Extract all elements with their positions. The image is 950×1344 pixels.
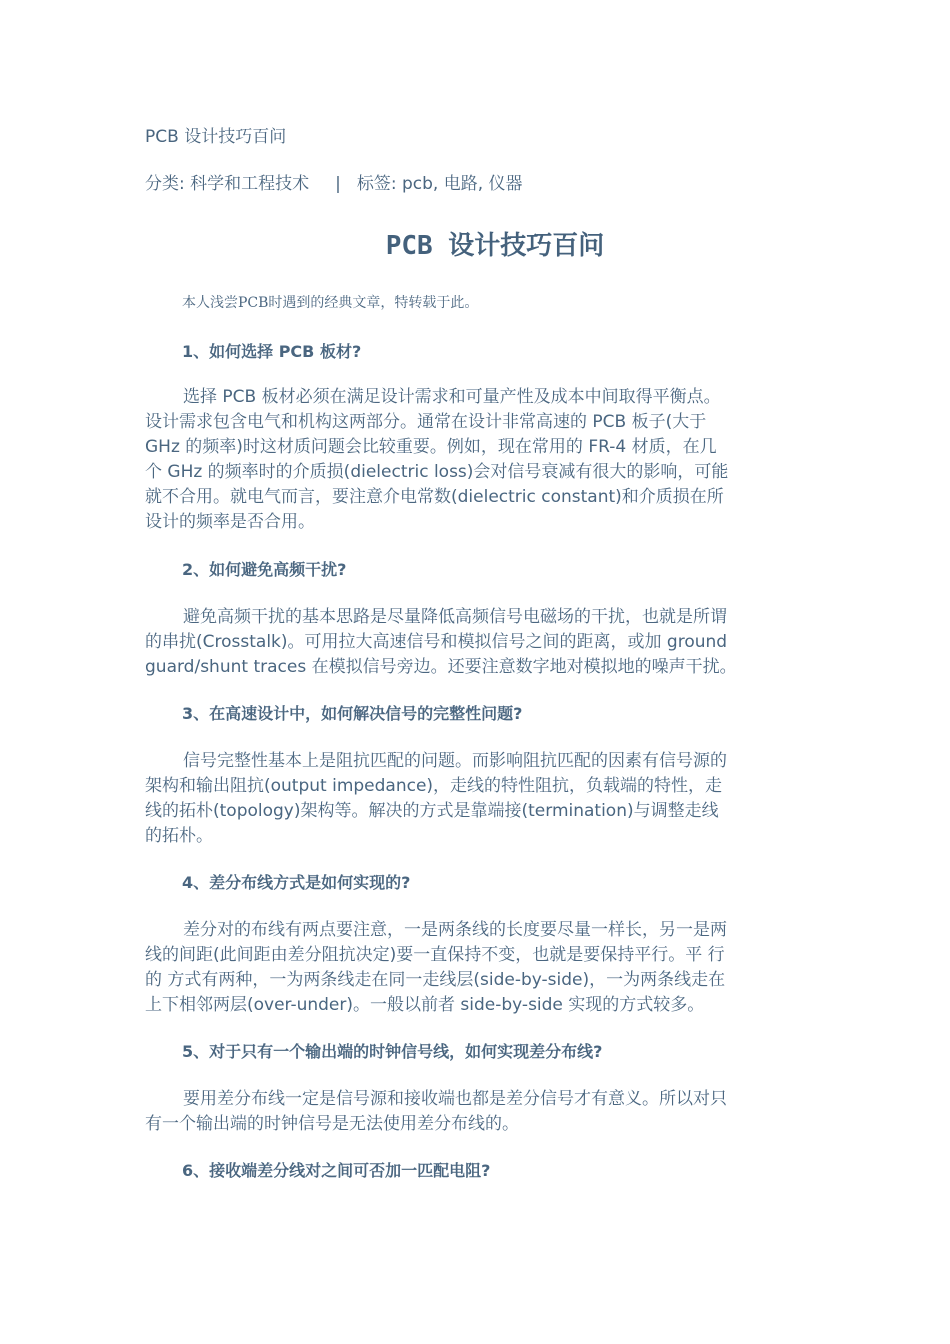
answer-line: guard/shunt traces 在模拟信号旁边。还要注意数字地对模拟地的噪声干扰。 [145, 657, 737, 677]
answer-line: 要用差分布线一定是信号源和接收端也都是差分信号才有意义。所以对只 [183, 1089, 727, 1109]
question-heading-6: 6、接收端差分线对之间可否加一匹配电阻? [182, 1161, 491, 1180]
intro-paragraph: 本人浅尝PCB时遇到的经典文章，特转载于此。 [182, 295, 479, 311]
answer-line: 架构和输出阻抗(output impedance)，走线的特性阻抗，负载端的特性，走 [145, 776, 723, 796]
answer-line: 的拓朴。 [145, 826, 213, 846]
answer-line: 上下相邻两层(over-under)。一般以前者 side-by-side 实现的方式较多。 [145, 995, 705, 1015]
answer-paragraph-2 [145, 605, 805, 680]
document-header-title: PCB 设计技巧百问 [145, 127, 287, 147]
category-label: 分类: 科学和工程技术 [145, 174, 310, 194]
answer-line: 个 GHz 的频率时的介质损(dielectric loss)会对信号衰减有很大的影响，可能 [145, 462, 729, 482]
answer-line: 差分对的布线有两点要注意，一是两条线的长度要尽量一样长，另一是两 [183, 920, 727, 940]
question-heading-4: 4、差分布线方式是如何实现的? [182, 873, 411, 892]
answer-line: 设计的频率是否合用。 [145, 512, 315, 532]
answer-line: 的 方式有两种，一为两条线走在同一走线层(side-by-side)，一为两条线走在 [145, 970, 726, 990]
answer-line: 线的间距(此间距由差分阻抗决定)要一直保持不变，也就是要保持平行。平 行 [145, 945, 725, 965]
answer-line: 选择 PCB 板材必须在满足设计需求和可量产性及成本中间取得平衡点。 [183, 387, 721, 407]
answer-line: 避免高频干扰的基本思路是尽量降低高频信号电磁场的干扰，也就是所谓 [183, 607, 727, 627]
answer-line: 的串扰(Crosstalk)。可用拉大高速信号和模拟信号之间的距离，或加 ground [145, 632, 728, 652]
answer-paragraph-4 [145, 918, 805, 1018]
meta-separator: | [335, 174, 341, 194]
answer-line: 线的拓朴(topology)架构等。解决的方式是靠端接(termination)与调整走线 [145, 801, 719, 821]
answer-line: 就不合用。就电气而言，要注意介电常数(dielectric constant)和介质损在所 [145, 487, 724, 507]
answer-line: 有一个输出端的时钟信号是无法使用差分布线的。 [145, 1114, 519, 1134]
question-heading-5: 5、对于只有一个输出端的时钟信号线，如何实现差分布线? [182, 1042, 603, 1061]
tags-label: 标签: pcb, 电路, 仪器 [356, 174, 523, 194]
question-heading-3: 3、在高速设计中，如何解决信号的完整性问题? [182, 704, 523, 723]
answer-paragraph-1 [145, 385, 805, 535]
answer-line: 设计需求包含电气和机构这两部分。通常在设计非常高速的 PCB 板子(大于 [145, 412, 707, 432]
answer-line: GHz 的频率)时这材质问题会比较重要。例如，现在常用的 FR-4 材质，在几 [145, 437, 717, 457]
page-title: PCB 设计技巧百问 [385, 231, 605, 261]
question-heading-2: 2、如何避免高频干扰? [182, 560, 347, 579]
answer-paragraph-3 [145, 749, 805, 849]
answer-paragraph-5 [145, 1087, 805, 1137]
answer-line: 信号完整性基本上是阻抗匹配的问题。而影响阻抗匹配的因素有信号源的 [183, 751, 727, 771]
document-meta [145, 172, 523, 196]
question-heading-1: 1、如何选择 PCB 板材? [182, 342, 362, 361]
